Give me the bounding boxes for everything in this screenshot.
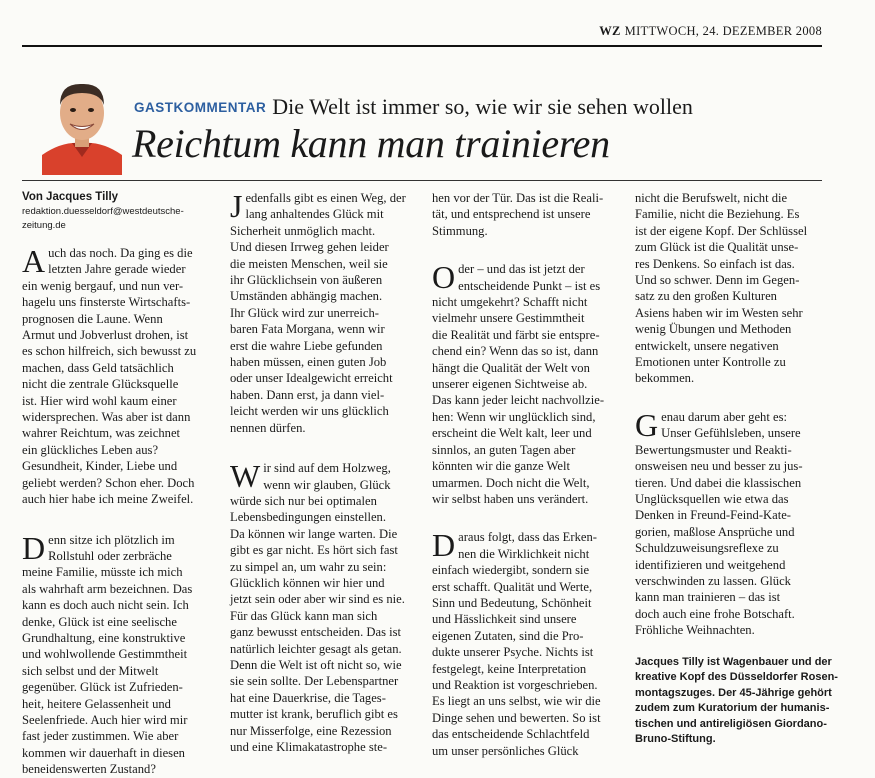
text-line: wahrer Reichtum, was zeichnet	[22, 426, 181, 441]
text-line: nen die Wirklichkeit nicht	[458, 546, 590, 561]
text-line: onsweisen neu und besser zu jus-	[635, 459, 803, 474]
text-line: zum Glück ist die Qualität unse-	[635, 240, 799, 255]
text-line: Stimmung.	[432, 223, 488, 238]
text-line: hat eine Dauerkrise, die Tages-	[230, 690, 386, 705]
text-line: Das kann jeder leicht nachvollzie-	[432, 393, 605, 408]
text-line: sich selbst und der Mitwelt	[22, 663, 159, 678]
drop-cap: D	[22, 529, 46, 566]
paragraph	[432, 261, 628, 507]
text-line: Emotionen unter Kontrolle zu	[635, 355, 786, 370]
text-line: geliebt werden? Schon eher. Doch	[22, 475, 195, 490]
issue-date: WZ MITTWOCH, 24. DEZEMBER 2008	[599, 24, 822, 38]
text-line: hängt die Qualität der Welt von	[432, 360, 590, 375]
header-rule	[22, 45, 822, 47]
text-line: und Reaktion ist vorgeschrieben.	[432, 677, 598, 692]
text-line: Gesundheit, Kinder, Liebe und	[22, 459, 178, 474]
text-line: enn sitze ich plötzlich im	[48, 532, 175, 547]
text-line: kann es doch auch nicht sein. Ich	[22, 598, 189, 613]
section-tag: GASTKOMMENTAR	[134, 100, 267, 115]
text-line: einfach wiedergibt, sondern sie	[432, 563, 590, 578]
text-line: dukte unserer Psyche. Nichts ist	[432, 645, 594, 660]
text-line: montagszuges. Der 45-Jährige gehört	[635, 686, 832, 699]
text-line: Armut und Jobverlust drohen, ist	[22, 328, 189, 343]
text-line: würde sich nur bei optimalen	[230, 493, 377, 508]
drop-cap: A	[22, 243, 46, 279]
text-line: araus folgt, dass das Erken-	[458, 530, 597, 545]
text-line: tät, und entsprechend ist unsere	[432, 207, 591, 222]
text-line: tischen und antireligiösen Giordano-	[635, 717, 827, 730]
headline-rule	[22, 180, 822, 181]
text-line: und Hässlichkeit sind unsere	[432, 612, 577, 627]
text-line: denke, Glück ist eine seelische	[22, 614, 177, 629]
drop-cap: W	[230, 458, 261, 495]
text-line: haben. Dann erst, ja dann viel-	[230, 387, 385, 402]
text-line: sinnlos, an guten Tagen aber	[432, 442, 576, 457]
text-line: ihr Glücklichsein von äußeren	[230, 273, 383, 288]
text-line: könnten wir die ganze Welt	[432, 459, 570, 474]
text-line: nennen dürfen.	[230, 420, 306, 435]
kicker	[134, 94, 693, 120]
byline-email: redaktion.duesseldorf@westdeutsche-zeitung.de	[22, 206, 184, 231]
text-line: heit, heitere Gelassenheit und	[22, 696, 171, 711]
text-line: ein wenig bergauf, und nun ver-	[22, 278, 184, 293]
text-line: festgelegt, keine Interpretation	[432, 661, 587, 676]
text-line: eigenen Zutaten, sind die Pro-	[432, 628, 584, 643]
text-line: zu simpel an, um wahr zu sein:	[230, 559, 387, 574]
text-line: lang anhaltendes Glück mit	[245, 207, 384, 222]
text-line: identifizieren und weitgehend	[635, 557, 786, 572]
text-line: ein glückliches Leben aus?	[22, 442, 159, 457]
text-line: Bewertungsmuster und Reakti-	[635, 442, 792, 457]
text-line: wenig Übungen und Methoden	[635, 322, 792, 337]
text-line: und wohlwollende Gestimmtheit	[22, 647, 188, 662]
text-line: Und diesen Irrweg gehen leider	[230, 240, 389, 255]
text-line: Glücklich können wir hier und	[230, 575, 385, 590]
text-line: das entscheidende Schlachtfeld	[432, 727, 590, 742]
text-line: wenn wir glauben, Glück	[263, 477, 391, 492]
text-line: vielmehr unsere Gestimmtheit	[432, 311, 585, 326]
text-line: oder unser Idealgewicht erreicht	[230, 371, 393, 386]
text-line: meine Familie, müsste ich mich	[22, 565, 183, 580]
text-line: gibt es gar nicht. Es hört sich fast	[230, 543, 398, 558]
text-line: erst die wahre Liebe gefunden	[230, 338, 383, 353]
paper-logo: WZ	[599, 24, 621, 38]
text-line: sie sein sollte. Der Lebenspartner	[230, 674, 399, 689]
text-line: und eine Klimakatastrophe ste-	[230, 740, 388, 754]
text-line: widersprechen. Was aber ist dann	[22, 410, 191, 425]
text-line: Dinge sehen und bewerten. So ist	[432, 710, 601, 725]
drop-cap: D	[432, 527, 456, 564]
text-line: beneidenswerten Zustand?	[22, 762, 156, 777]
text-line: ist der eigene Kopf. Der Schlüssel	[635, 223, 808, 238]
byline-author: Von Jacques Tilly	[22, 191, 119, 203]
drop-cap: J	[230, 188, 243, 224]
text-line: entwickelt, unsere negativen	[635, 338, 779, 353]
paragraph	[635, 406, 835, 639]
text-line: es schon hilfreich, sich bewusst zu	[22, 344, 197, 359]
text-line: kommen wir dauerhaft in diesen	[22, 745, 185, 760]
text-line: kreative Kopf des Düsseldorfer Rosen-	[635, 671, 838, 684]
text-line: unserer eigenen Sichtweise ab.	[432, 377, 588, 392]
text-line: nicht die Berufswelt, nicht die	[635, 191, 788, 205]
text-line: Lebensbedingungen einstellen.	[230, 510, 386, 525]
text-line: Sinn und Bedeutung, Schönheit	[432, 595, 592, 610]
text-line: Rollstuhl oder zerbräche	[48, 548, 172, 563]
text-line: Da können wir lange warten. Die	[230, 526, 398, 541]
text-line: verschwinden zu lassen. Glück	[635, 573, 791, 588]
text-line: um unser persönliches Glück	[432, 743, 579, 758]
text-line: leicht werden wir uns glücklich	[230, 404, 389, 419]
drop-cap: G	[635, 406, 659, 443]
text-line: Es liegt an uns selbst, wie wir die	[432, 694, 601, 709]
text-line: nicht umgekehrt? Schafft nicht	[432, 295, 588, 310]
text-line: ganz bewusst entscheiden. Das ist	[230, 625, 402, 640]
text-line: gorien, maßlose Ansprüche und	[635, 524, 795, 539]
text-line: doch auch eine frohe Botschaft.	[635, 606, 795, 621]
text-line: baren Fata Morgana, wenn wir	[230, 322, 385, 337]
text-line: tieren. Und dabei die klassischen	[635, 475, 802, 490]
text-line: ir sind auf dem Holzweg,	[263, 461, 391, 476]
drop-cap: O	[432, 259, 456, 296]
column-4	[635, 190, 838, 748]
text-line: Familie, nicht die Beziehung. Es	[635, 207, 800, 222]
text-line: res Denkens. So einfach ist das.	[635, 256, 795, 271]
text-line: hagelu uns finsterste Wirtschafts-	[22, 295, 191, 310]
text-line: enau darum aber geht es:	[661, 409, 787, 424]
text-line: die Realität und färbt sie entspre-	[432, 327, 600, 342]
text-line: wir selbst haben uns verändert.	[432, 491, 589, 506]
text-line: prognosen die Laune. Wenn	[22, 311, 163, 326]
column-1	[22, 190, 218, 778]
page-header	[22, 18, 822, 40]
paragraph	[432, 529, 628, 759]
text-line: Umständen abhängig machen.	[230, 289, 383, 304]
text-line: auch hier habe ich meine Zweifel.	[22, 492, 194, 507]
author-photo	[42, 75, 122, 175]
subheadline: Die Welt ist immer so, wie wir sie sehen wollen	[272, 94, 693, 119]
headline: Reichtum kann man trainieren	[132, 121, 610, 166]
text-line: ist. Hier wird wohl kaum einer	[22, 393, 177, 408]
text-line: Denken in Freund-Feind-Kate-	[635, 508, 791, 523]
text-line: Denn die Welt ist oft nicht so, wie	[230, 657, 402, 672]
text-line: erscheint die Welt kalt, leer und	[432, 426, 592, 441]
text-line: edenfalls gibt es einen Weg, der	[245, 191, 406, 205]
text-line: satz zu den großen Kulturen	[635, 289, 777, 304]
text-line: natürlich leichter gesagt als getan.	[230, 641, 402, 656]
text-line: der – und das ist jetzt der	[458, 262, 585, 277]
text-line: Schuldzuweisungsreflexe zu	[635, 541, 779, 556]
text-line: kann man trainieren – das ist	[635, 590, 781, 605]
text-line: uch das noch. Da ging es die	[48, 246, 193, 260]
text-line: Fröhliche Weihnachten.	[635, 623, 755, 638]
text-line: Sicherheit unmöglich macht.	[230, 223, 376, 238]
paragraph	[230, 460, 426, 755]
text-line: bekommen.	[635, 371, 695, 386]
paragraph	[22, 529, 218, 778]
text-line: jetzt sein oder aber wir sind es nie.	[230, 592, 405, 607]
text-line: Unglücksquellen wie etwa das	[635, 491, 789, 506]
text-line: fast jeder zustimmen. Wie aber	[22, 729, 179, 744]
text-line: Bruno-Stiftung.	[635, 733, 716, 746]
text-line: haben müssen, einen guten Job	[230, 355, 387, 370]
text-line: erst schafft. Qualität und Werte,	[432, 579, 593, 594]
text-line: nicht die zentrale Glücksquelle	[22, 377, 179, 392]
text-line: machen, dass Geld tatsächlich	[22, 360, 174, 375]
text-line: umarmen. Doch nicht die Welt,	[432, 475, 590, 490]
text-line: Asiens haben wir im Westen sehr	[635, 305, 803, 320]
column-3	[432, 190, 628, 759]
text-line: Unser Gefühlsleben, unsere	[661, 426, 801, 441]
paragraph	[22, 245, 218, 508]
text-line: letzten Jahre gerade wieder	[48, 262, 186, 277]
text-line: Ihr Glück wird zur unerreich-	[230, 305, 379, 320]
text-line: Seelenfriede. Auch hier wird mir	[22, 712, 188, 727]
text-line: als wahrhaft arm bezeichnen. Das	[22, 581, 193, 596]
text-line: chend ein? Wenn das so ist, dann	[432, 344, 599, 359]
paragraph	[432, 190, 628, 239]
paragraph	[230, 190, 426, 436]
text-line: zudem zum Kuratorium der humanis-	[635, 702, 830, 715]
text-line: Und so schwer. Denn im Gegen-	[635, 273, 800, 288]
text-line: die meisten Menschen, weil sie	[230, 256, 388, 271]
text-line: Für das Glück kann man sich	[230, 608, 378, 623]
column-2	[230, 190, 426, 755]
paragraph	[635, 190, 835, 387]
text-line: mutter ist krank, beruflich gibt es	[230, 707, 398, 722]
text-line: nur Misserfolge, eine Rezession	[230, 723, 392, 738]
text-line: hen: Wenn wir unglücklich sind,	[432, 409, 596, 424]
author-bio	[635, 655, 838, 748]
text-line: Grundhaltung, eine konstruktive	[22, 630, 186, 645]
text-line: gegenüber. Glück ist Zufrieden-	[22, 680, 183, 695]
text-line: hen vor der Tür. Das ist die Reali-	[432, 191, 604, 205]
text-line: Jacques Tilly ist Wagenbauer und der	[635, 655, 832, 668]
text-line: entscheidende Punkt – ist es	[458, 278, 601, 293]
